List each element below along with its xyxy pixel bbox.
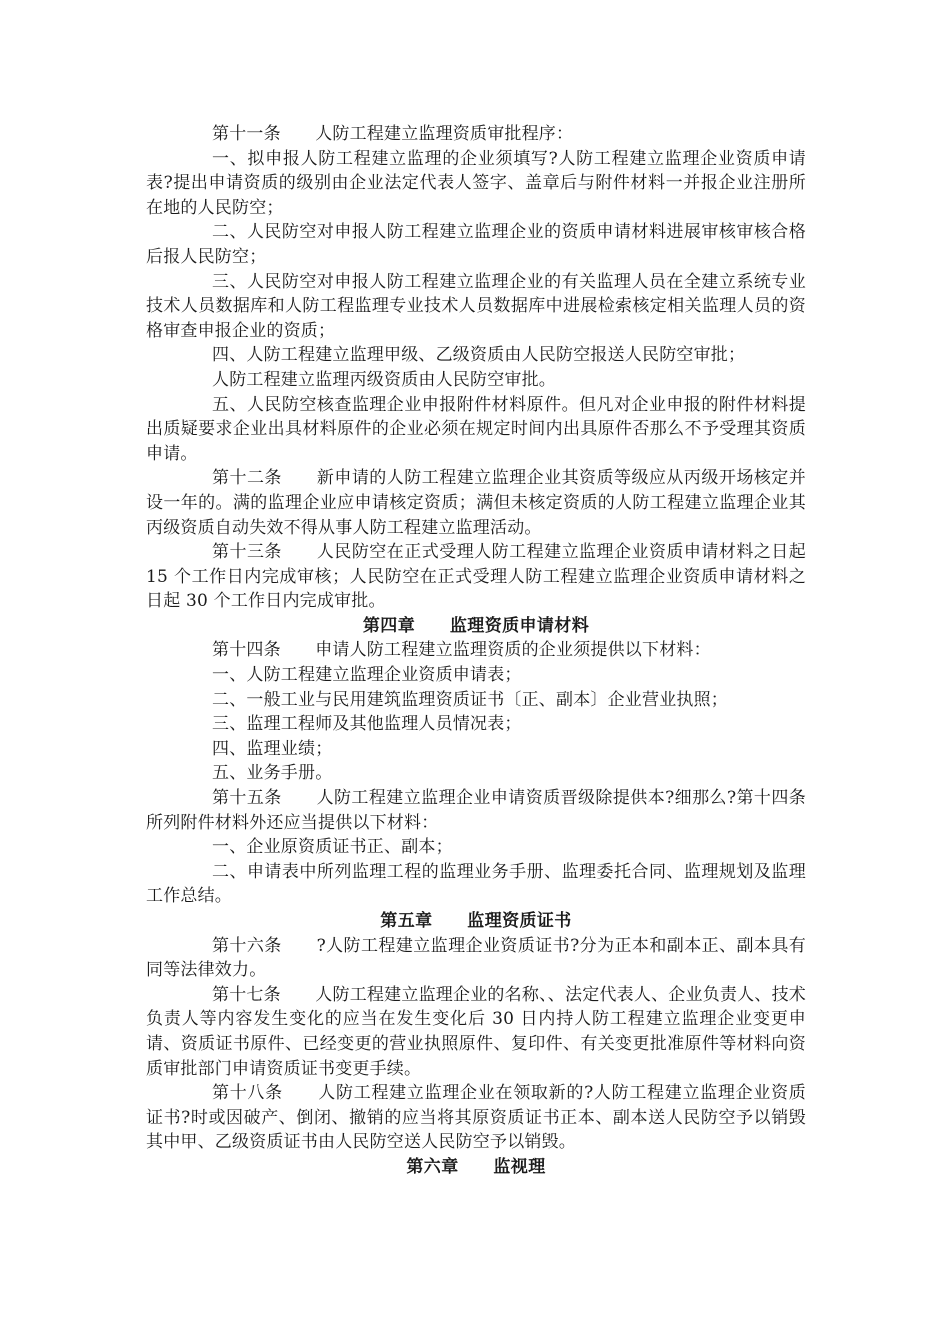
article-14-heading: 第十四条 申请人防工程建立监理资质的企业须提供以下材料： — [212, 640, 711, 661]
article-11-item-5: 五、人民防空核查监理企业申报附件材料原件。但凡对企业申报的附件材料提出质疑要求企业出具材料原件的企业必须在规定时间内出具原件否那么不予受理其资质申请。 — [146, 394, 806, 464]
article-14-item-2: 二、一般工业与民用建筑监理资质证书〔正、副本〕企业营业执照； — [212, 689, 728, 710]
article-14-item-3: 三、监理工程师及其他监理人员情况表； — [212, 714, 522, 735]
chapter-6-heading: 第六章 监视理 — [406, 1156, 546, 1177]
article-15-heading: 第十五条 人防工程建立监理企业申请资质晋级除提供本?细那么?第十四条所列附件材料外还应当提供以下材料： — [146, 788, 806, 833]
article-17: 第十七条 人防工程建立监理企业的名称、、法定代表人、企业负责人、技术负责人等内容发生变化的应当在发生变化后 30 日内持人防工程建立监理企业变更申请、资质证书原件、已经变更的营业执照原件、复印件、有关变更批准原件等材料向资质审批部门申请资质证书变更手续。 — [146, 984, 806, 1079]
article-13: 第十三条 人民防空在正式受理人防工程建立监理企业资质申请材料之日起 15 个工作日内完成审核；人民防空在正式受理人防工程建立监理企业资质申请材料之日起 30 个工作日内完成审批。 — [146, 542, 806, 612]
article-15-item-1: 一、企业原资质证书正、副本； — [212, 837, 453, 858]
article-11-item-4-continued: 人防工程建立监理丙级资质由人民防空审批。 — [212, 369, 556, 390]
chapter-5-heading: 第五章 监理资质证书 — [380, 911, 572, 931]
article-14-item-4: 四、监理业绩； — [212, 738, 333, 759]
article-14-item-1: 一、人防工程建立监理企业资质申请表； — [212, 665, 522, 686]
article-11-item-2: 二、人民防空对申报人防工程建立监理企业的资质申请材料进展审核审核合格后报人民防空； — [146, 222, 806, 267]
article-16: 第十六条 ?人防工程建立监理企业资质证书?分为正本和副本正、副本具有同等法律效力。 — [146, 935, 806, 981]
article-11-item-3: 三、人民防空对申报人防工程建立监理企业的有关监理人员在全建立系统专业技术人员数据库和人防工程监理专业技术人员数据库中进展检索核定相关监理人员的资格审查申报企业的资质； — [146, 271, 806, 341]
article-15-item-2: 二、申请表中所列监理工程的监理业务手册、监理委托合同、监理规划及监理工作总结。 — [146, 861, 806, 907]
article-11-item-1: 一、拟申报人防工程建立监理的企业须填写?人防工程建立监理企业资质申请表?提出申请资质的级别由企业法定代表人签字、盖章后与附件材料一并报企业注册所在地的人民防空； — [146, 148, 806, 218]
article-11-item-4: 四、人防工程建立监理甲级、乙级资质由人民防空报送人民防空审批； — [212, 345, 746, 366]
article-11-heading: 第十一条 人防工程建立监理资质审批程序： — [212, 124, 574, 144]
chapter-4-heading: 第四章 监理资质申请材料 — [362, 615, 590, 636]
article-12: 第十二条 新申请的人防工程建立监理企业其资质等级应从丙级开场核定并设一年的。满的监理企业应申请核定资质；满但未核定资质的人防工程建立监理企业其丙级资质自动失效不得从事人防工程建立监理活动。 — [146, 468, 806, 538]
document-page — [146, 122, 806, 1180]
article-18: 第十八条 人防工程建立监理企业在领取新的?人防工程建立监理企业资质证书?时或因破产、倒闭、撤销的应当将其原资质证书正本、副本送人民防空予以销毁其中甲、乙级资质证书由人民防空送人民防空予以销毁。 — [146, 1083, 806, 1153]
article-14-item-5: 五、业务手册。 — [212, 763, 333, 784]
